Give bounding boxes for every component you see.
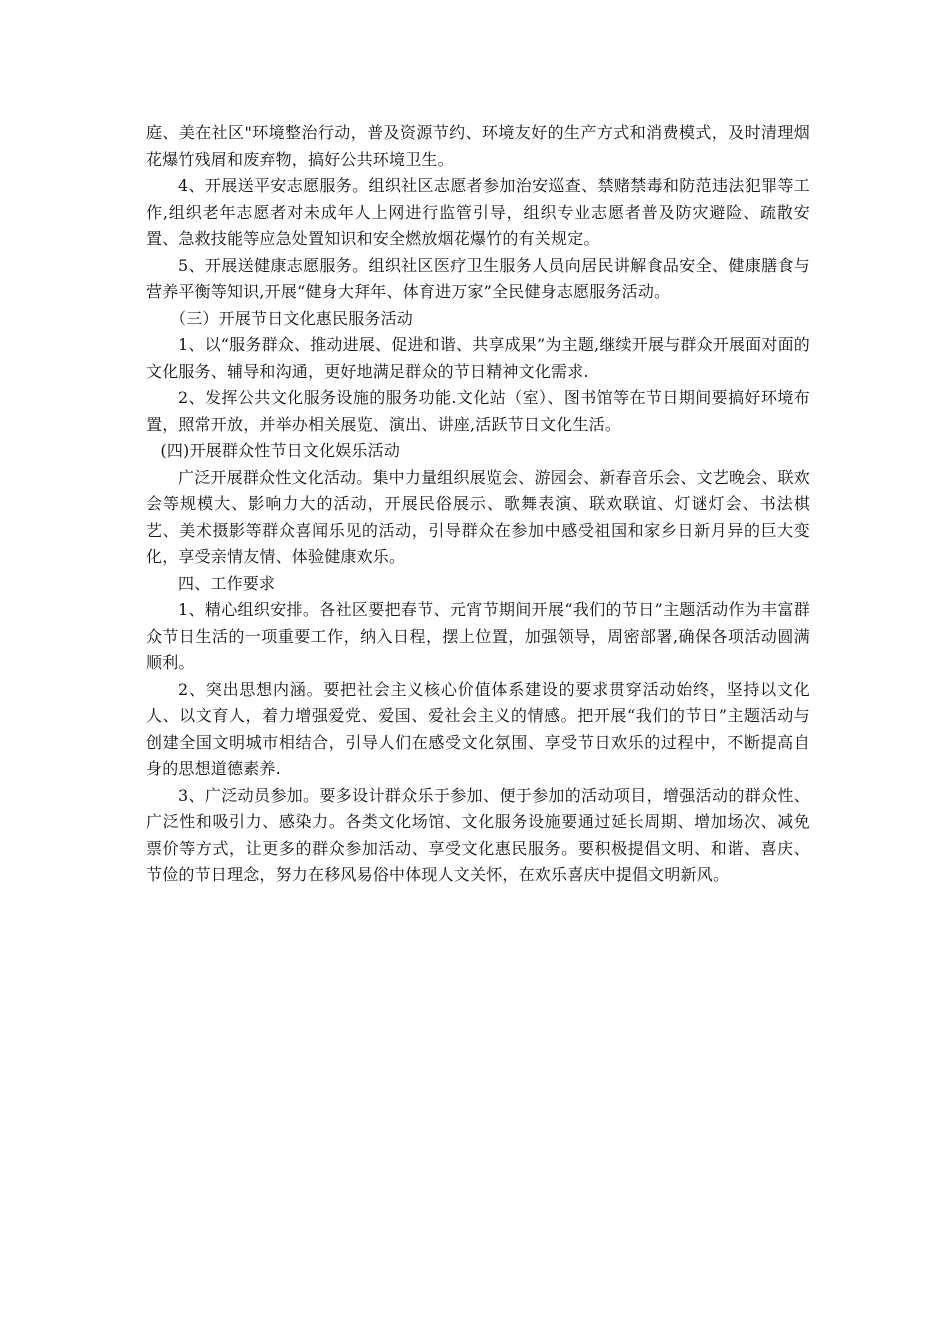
paragraph-section4-body: 广泛开展群众性文化活动。集中力量组织展览会、游园会、新春音乐会、文艺晚会、联欢会等规模大、影响力大的活动，开展民俗展示、歌舞表演、联欢联谊、灯谜灯会、书法棋艺、美术摄影等群众喜闻乐见的活动，引导群众在参加中感受祖国和家乡日新月异的巨大变化，享受亲情友情、体验健康欢乐。 <box>146 467 810 566</box>
chapter-heading-work-requirements: 四、工作要求 <box>178 573 276 593</box>
paragraph-section3-item-2: 2、发挥公共文化服务设施的服务功能.文化站（室）、图书馆等在节日期间要搞好环境布置，照常开放，并举办相关展览、演出、讲座,活跃节日文化生活。 <box>146 388 810 434</box>
paragraph-continuation: 庭、美在社区"环境整治行动，普及资源节约、环境友好的生产方式和消费模式，及时清理烟花爆竹残屑和废弃物，搞好公共环境卫生。 <box>146 123 810 169</box>
paragraph-requirement-1: 1、精心组织安排。各社区要把春节、元宵节期间开展“我们的节日”主题活动作为丰富群众节日生活的一项重要工作，纳入日程，摆上位置，加强领导，周密部署,确保各项活动圆满顺利。 <box>146 600 810 672</box>
document-body <box>146 120 810 889</box>
section-heading-3: （三）开展节日文化惠民服务活动 <box>170 308 414 328</box>
paragraph-section3-item-1: 1、以“服务群众、推动进展、促进和谐、共享成果”为主题,继续开展与群众开展面对面的文化服务、辅导和沟通，更好地满足群众的节日精神文化需求. <box>146 335 810 381</box>
paragraph-item-4: 4、开展送平安志愿服务。组织社区志愿者参加治安巡查、禁赌禁毒和防范违法犯罪等工作,组织老年志愿者对未成年人上网进行监管引导，组织专业志愿者普及防灾避险、疏散安置、急救技能等应急处置知识和安全燃放烟花爆竹的有关规定。 <box>146 176 810 248</box>
section-heading-4: (四)开展群众性节日文化娱乐活动 <box>160 441 401 460</box>
paragraph-item-5: 5、开展送健康志愿服务。组织社区医疗卫生服务人员向居民讲解食品安全、健康膳食与营养平衡等知识,开展“健身大拜年、体育进万家”全民健身志愿服务活动。 <box>146 255 810 301</box>
paragraph-requirement-2: 2、突出思想内涵。要把社会主义核心价值体系建设的要求贯穿活动始终，坚持以文化人、以文育人，着力增强爱党、爱国、爱社会主义的情感。把开展“我们的节日”主题活动与创建全国文明城市相结合，引导人们在感受文化氛围、享受节日欢乐的过程中，不断提高自身的思想道德素养. <box>146 679 810 778</box>
paragraph-requirement-3: 3、广泛动员参加。要多设计群众乐于参加、便于参加的活动项目，增强活动的群众性、广泛性和吸引力、感染力。各类文化场馆、文化服务设施要通过延长周期、增加场次、减免票价等方式，让更多的群众参加活动、享受文化惠民服务。要积极提倡文明、和谐、喜庆、节俭的节日理念，努力在移风易俗中体现人文关怀，在欢乐喜庆中提倡文明新风。 <box>146 785 810 884</box>
